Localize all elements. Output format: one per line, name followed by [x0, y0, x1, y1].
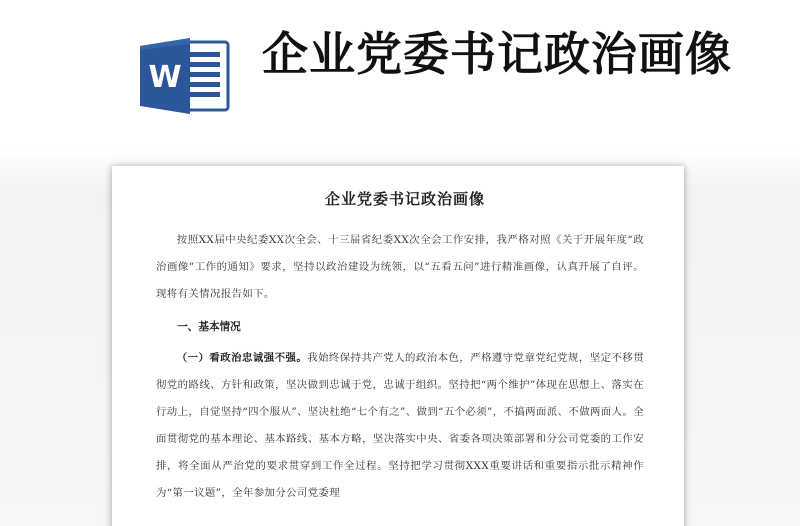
- page-title: 企业党委书记政治画像: [262, 27, 732, 81]
- word-document-icon: [138, 36, 230, 116]
- item-body: 我始终保持共产党人的政治本色，严格遵守党章党纪党规，坚定不移贯彻党的路线、方针和政策，坚决做到忠诚于党，忠诚于组织。坚持把“两个维护”体现在思想上、落实在行动上，自觉坚持“四个服从”、坚决杜绝“七个有之”、做到“五个必须”，不搞两面派、不做两面人。全面贯彻党的基本理论、基本路线、基本方略，坚决落实中央、省委各项决策部署和分公司党委的工作安排，将全面从严治党的要求贯穿到工作全过程。坚持把学习贯彻XXX重要讲话和重要指示批示精神作为“第一议题”，全年参加分公司党委理: [156, 352, 644, 499]
- document-preview-area: [0, 150, 800, 526]
- intro-paragraph: 按照XX届中央纪委XX次全会、十三届省纪委XX次全会工作安排，我严格对照《关于开展年度“政治画像”工作的通知》要求，坚持以政治建设为统领，以“五看五问”进行精准画像，认真开展了自评。现将有关情况报告如下。: [156, 234, 644, 300]
- section-heading: 一、基本情况: [177, 321, 241, 333]
- header: [0, 0, 800, 160]
- document-page: [112, 166, 684, 526]
- document-title: 企业党委书记政治画像: [324, 190, 485, 208]
- item-lead: （一）看政治忠诚强不强。: [176, 352, 308, 364]
- word-icon-letter: W: [148, 60, 182, 95]
- item-paragraph: [156, 345, 644, 507]
